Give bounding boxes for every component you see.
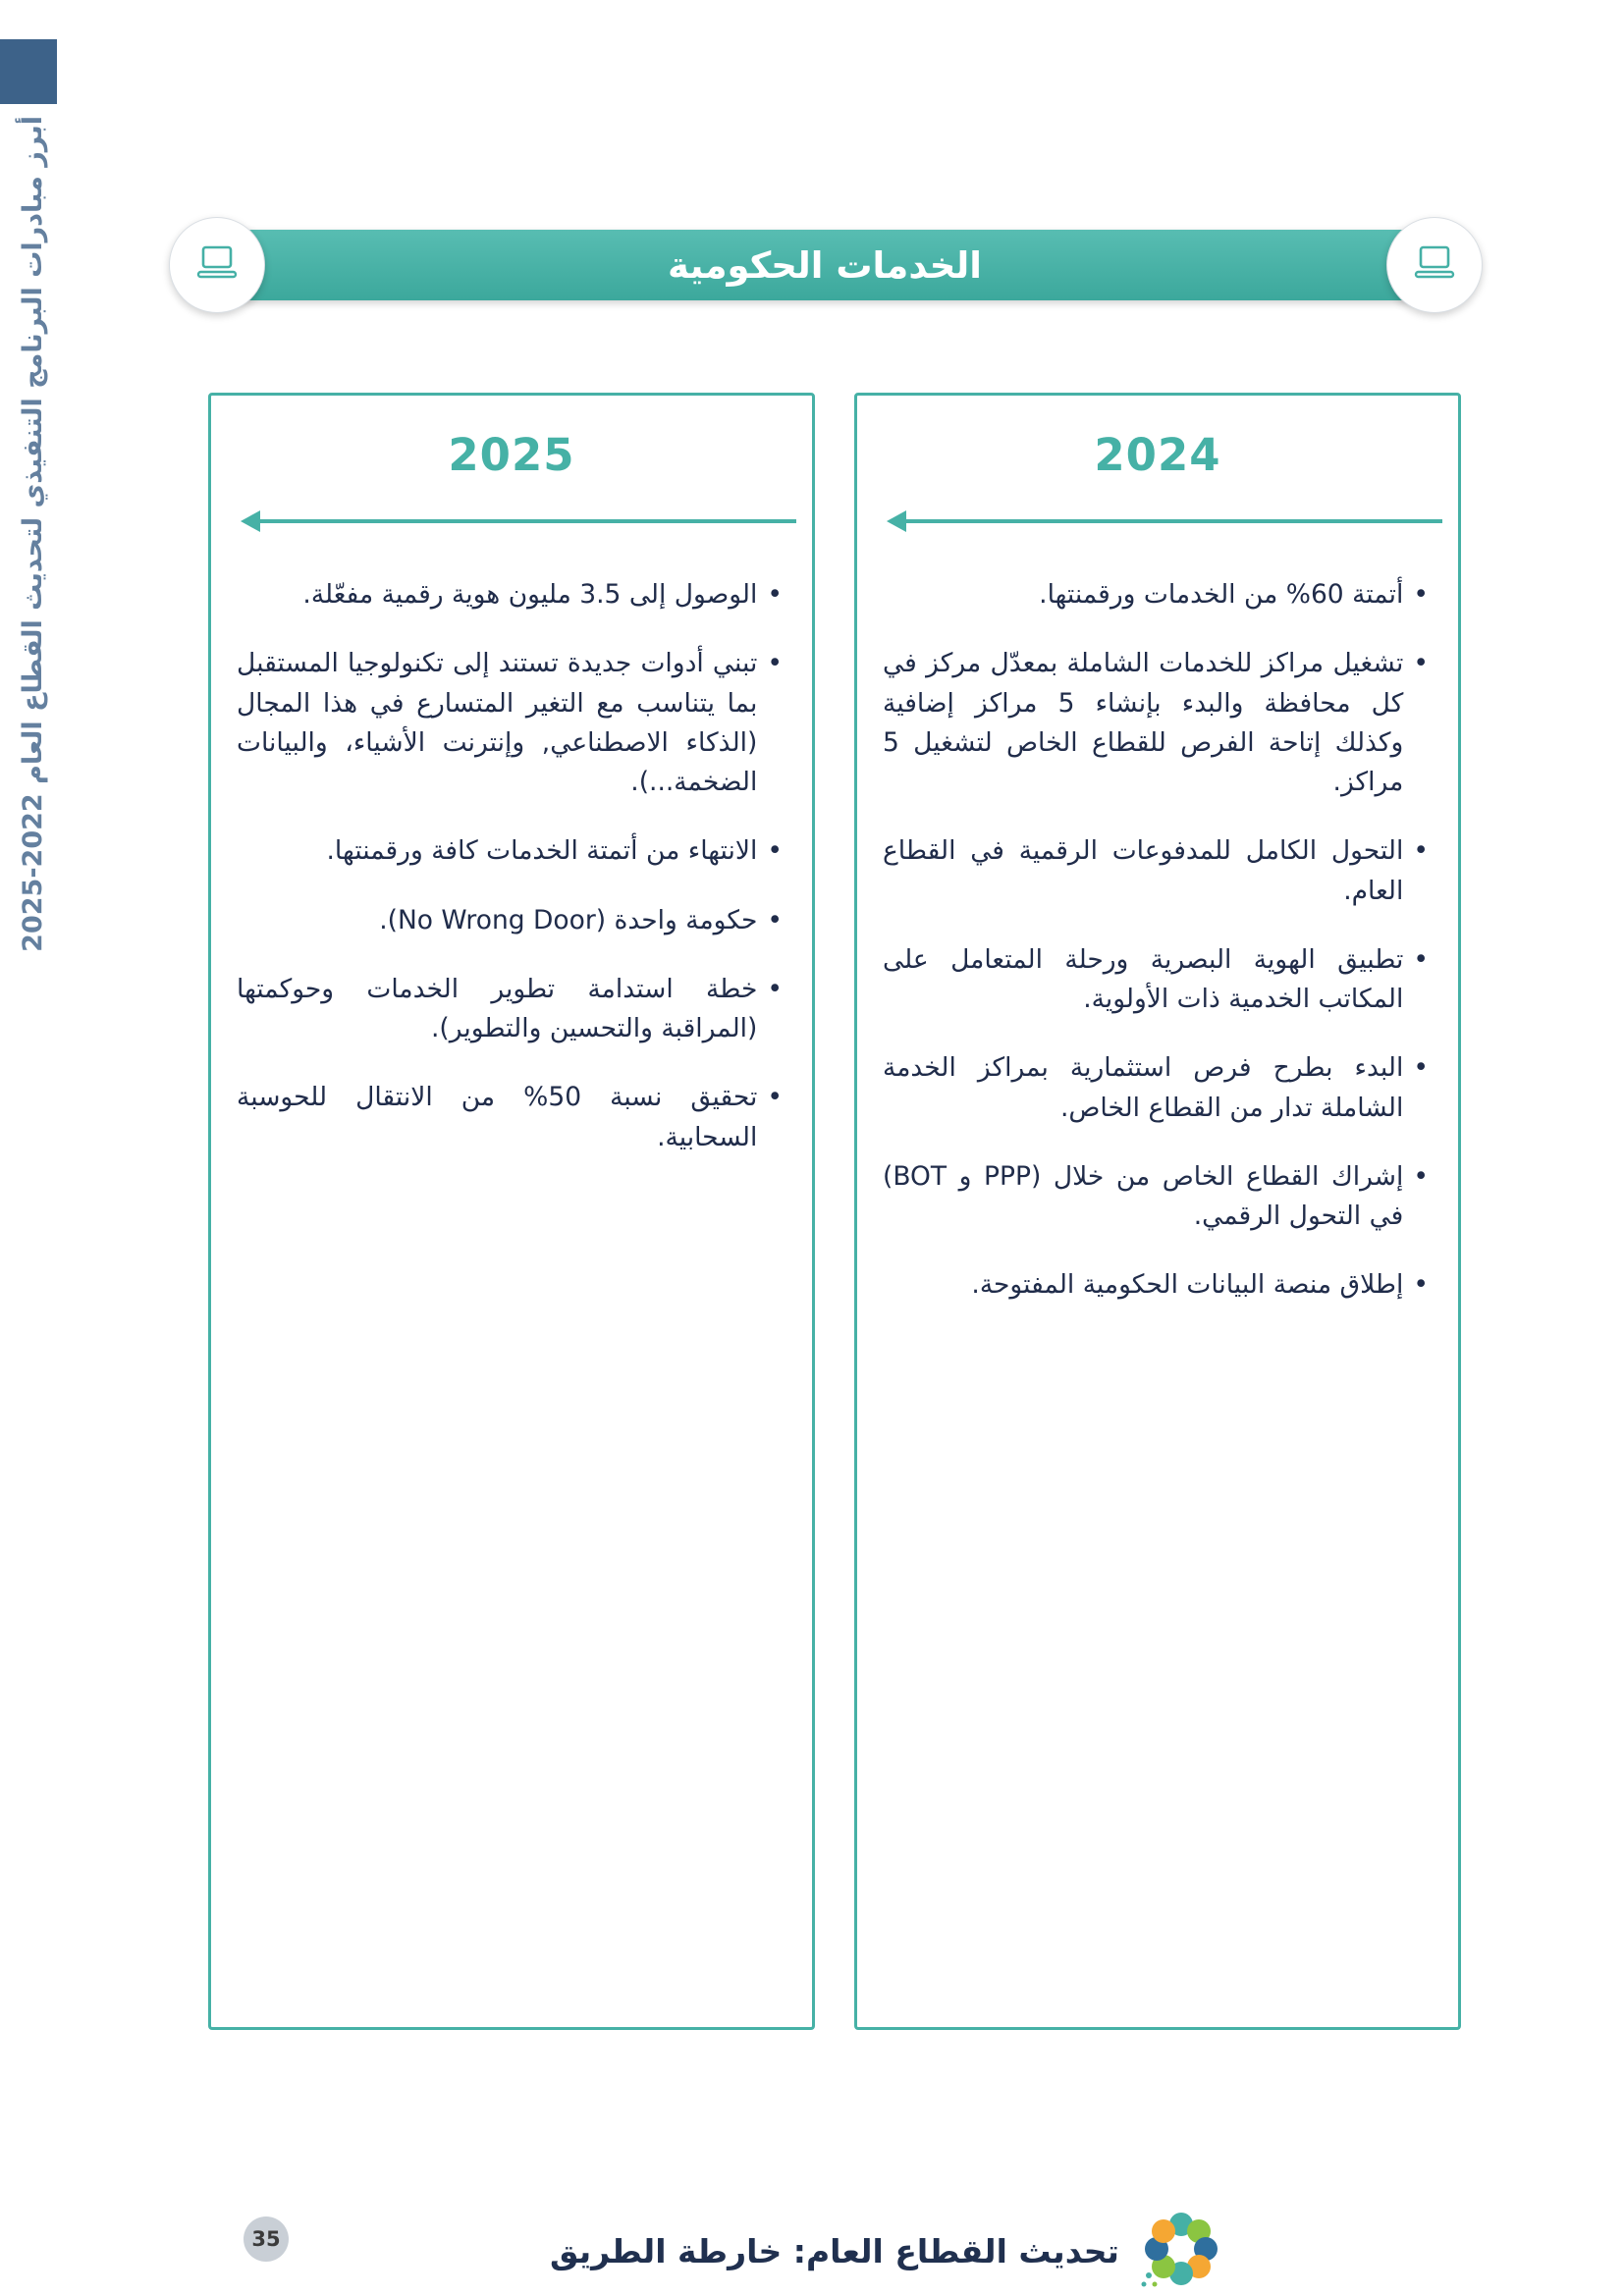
list-item-text: الوصول إلى 3.5 مليون هوية رقمية مفعّلة. — [302, 579, 758, 610]
section-banner-title: الخدمات الحكومية — [668, 243, 982, 287]
footer-brand — [550, 2209, 1223, 2293]
bullet-icon: • — [1413, 648, 1429, 679]
list-item — [883, 940, 1429, 1020]
bullet-icon: • — [1413, 1052, 1429, 1084]
bullet-icon: • — [767, 1082, 783, 1113]
list-item — [237, 831, 783, 871]
page-number-badge: 35 — [244, 2216, 289, 2262]
list-item — [237, 575, 783, 614]
bullet-icon: • — [767, 973, 783, 1004]
laptop-icon — [1412, 244, 1457, 286]
list-item-text: تحقيق نسبة 50% من الانتقال للحوسبة السحابية. — [237, 1082, 758, 1152]
list-item — [883, 1265, 1429, 1305]
arrow-line — [904, 519, 1442, 523]
list-item-text: التحول الكامل للمدفوعات الرقمية في القطاع العام. — [883, 835, 1404, 906]
column-2025 — [208, 393, 815, 2030]
list-item-text: البدء بطرح فرص استثمارية بمراكز الخدمة الشاملة تدار من القطاع الخاص. — [883, 1052, 1404, 1123]
list-item — [883, 1048, 1429, 1128]
sidebar-accent-square — [0, 39, 57, 104]
list-item-text: تشغيل مراكز للخدمات الشاملة بمعدّل مركز في كل محافظة والبدء بإنشاء 5 مراكز إضافية وكذلك إتاحة الفرص للقطاع الخاص لتشغيل 5 مراكز. — [883, 648, 1404, 798]
arrow-left-icon — [887, 510, 906, 532]
arrow-line — [258, 519, 796, 523]
list-item — [237, 1078, 783, 1157]
sidebar-vertical-label: أبرز مبادرات البرنامج التنفيذي لتحديث القطاع العام 2022-2025 — [18, 116, 48, 952]
list-item — [237, 970, 783, 1049]
section-banner — [212, 230, 1437, 300]
timeline-arrow — [227, 510, 796, 532]
items-list-2025 — [211, 575, 812, 1157]
list-item — [237, 901, 783, 940]
timeline-arrow — [873, 510, 1442, 532]
list-item-text: إطلاق منصة البيانات الحكومية المفتوحة. — [971, 1269, 1404, 1301]
list-item-text: حكومة واحدة (No Wrong Door). — [379, 904, 758, 935]
bullet-icon: • — [767, 579, 783, 610]
footer-title: تحديث القطاع العام: خارطة الطريق — [550, 2231, 1119, 2270]
bullet-icon: • — [1413, 579, 1429, 610]
list-item-text: خطة استدامة تطوير الخدمات وحوكمتها (المراقبة والتحسين والتطوير). — [237, 973, 758, 1044]
list-item — [883, 644, 1429, 802]
list-item-text: إشراك القطاع الخاص من خلال (PPP و BOT) في التحول الرقمي. — [883, 1160, 1404, 1232]
list-item — [883, 1157, 1429, 1237]
list-item — [237, 644, 783, 802]
laptop-badge-left — [169, 217, 265, 313]
bullet-icon: • — [1413, 1160, 1429, 1192]
bullet-icon: • — [767, 835, 783, 867]
list-item — [883, 575, 1429, 614]
list-item-text: الانتهاء من أتمتة الخدمات كافة ورقمنتها. — [326, 835, 758, 867]
bullet-icon: • — [1413, 835, 1429, 867]
list-item-text: تطبيق الهوية البصرية ورحلة المتعامل على المكاتب الخدمية ذات الأولوية. — [883, 943, 1404, 1015]
column-2024 — [854, 393, 1461, 2030]
bullet-icon: • — [767, 904, 783, 935]
logo-icon — [1139, 2207, 1223, 2295]
items-list-2024 — [857, 575, 1458, 1306]
laptop-badge-right — [1386, 217, 1483, 313]
year-heading-2024: 2024 — [1094, 429, 1221, 481]
laptop-icon — [194, 244, 240, 286]
year-heading-2025: 2025 — [448, 429, 575, 481]
bullet-icon: • — [1413, 1269, 1429, 1301]
list-item-text: أتمتة 60% من الخدمات ورقمنتها. — [1039, 579, 1404, 610]
list-item — [883, 831, 1429, 911]
list-item-text: تبني أدوات جديدة تستند إلى تكنولوجيا المستقبل بما يتناسب مع التغير المتسارع في هذا المجال (الذكاء الاصطناعي, وإنترنت الأشياء، والبيانات الضخمة...). — [237, 648, 758, 798]
bullet-icon: • — [767, 648, 783, 679]
arrow-left-icon — [241, 510, 260, 532]
bullet-icon: • — [1413, 943, 1429, 975]
